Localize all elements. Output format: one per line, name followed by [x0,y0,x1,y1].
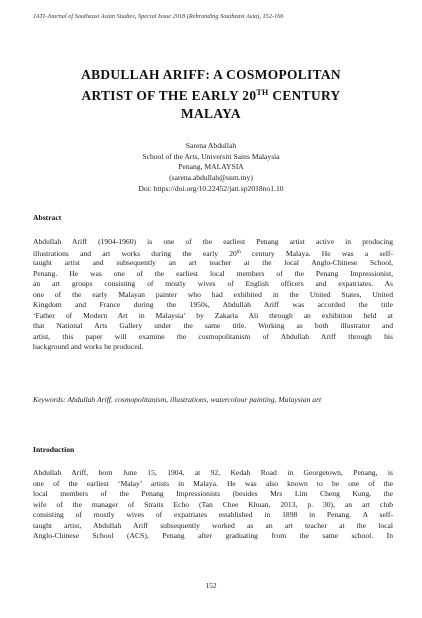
ordinal-superscript: th [236,249,241,255]
author-location: Penang, MALAYSIA [178,162,244,172]
introduction-line: consisting of mostly wives of expatriates established in 1898 in Penang. A self- [33,510,393,520]
author-affiliation: School of the Arts, Universiti Sains Malaysia [142,151,280,161]
abstract-line: Abdullah Ariff (1904-1960) is one of the earliest Penang artist active in producing [33,237,393,246]
introduction-line: Anglo-Chinese School (ACS), Penang after graduating from the same school. In [33,531,393,541]
doi-link[interactable]: Doi: https://doi.org/10.22452/jati.sp2018no1.10 [138,183,284,193]
author-email[interactable]: (sarena.abdullah@usm.my) [169,173,253,183]
title-line-3: MALAYA [181,106,241,121]
abstract-line-2-end: century Malaya. He was a self- [240,248,393,258]
author-block [0,141,422,195]
page-number: 152 [205,581,217,590]
abstract-line: that National Arts Gallery under the same title. Working as both illustrator and [33,321,393,331]
introduction-line: taught artist, Abdullah Ariff subsequently worked as an art teacher at the local [33,520,393,530]
abstract-line: taught artist and subsequently an art teacher at the local Anglo-Chinese School, [33,258,393,268]
abstract-line [33,248,393,259]
introduction-line: local members of the Penang Impressionists (besides Mrs Lim Cheng Kung, the [33,489,393,499]
author-name: Sarena Abdullah [185,141,237,150]
abstract-line: background and works he produced. [33,342,144,352]
abstract-line: one of the early Malayan painter who had exhibited in the United States, United [33,289,393,299]
abstract-heading: Abstract [33,213,62,222]
running-head: JATI-Journal of Southeast Asian Studies, Special Issue 2018 (Rebranding Southeast Asia), 152-166 [33,13,284,20]
title-superscript: TH [256,88,269,97]
title-line-2-start: ARTIST OF THE EARLY 20 [81,88,257,103]
introduction-body [33,468,393,542]
introduction-heading: Introduction [33,445,75,454]
abstract-line: artist, this paper will examine the cosmopolitanism of Abdullah Ariff through his [33,331,393,341]
keywords: Keywords: Abdullah Ariff, cosmopolitanism, illustrations, watercolour painting, Malaysian art [33,395,322,404]
article-title [0,66,422,123]
title-line-2-end: CENTURY [268,88,341,103]
title-line-2 [0,84,422,105]
abstract-line: ‘Father of Modern Art in Malaysia’ by Zakaria Ali through an exhibition held at [33,310,393,320]
abstract-line: Kingdom and France during the 1950s, Abdullah Ariff was accorded the title [33,300,393,310]
abstract-line-2-start: illustrations and art works during the early 20 [33,248,237,258]
title-line-1: ABDULLAH ARIFF: A COSMOPOLITAN [81,67,341,82]
abstract-line: an art groups consisting of mostly wives of English officers and expatriates. As [33,279,393,289]
abstract-body [33,237,393,353]
introduction-line: Abdullah Ariff, born June 15, 1904, at 92, Kedah Road in Georgetown, Penang, is [33,468,393,477]
introduction-line: wife of the manager of Straits Echo (Tan Chee Khuan, 2013, p. 30), an art club [33,499,393,509]
abstract-line: Penang. He was one of the earliest local members of the Penang Impressionist, [33,268,393,278]
introduction-line: one of the earliest ‘Malay’ artists in Malaya. He was also known to be one of the [33,478,393,488]
